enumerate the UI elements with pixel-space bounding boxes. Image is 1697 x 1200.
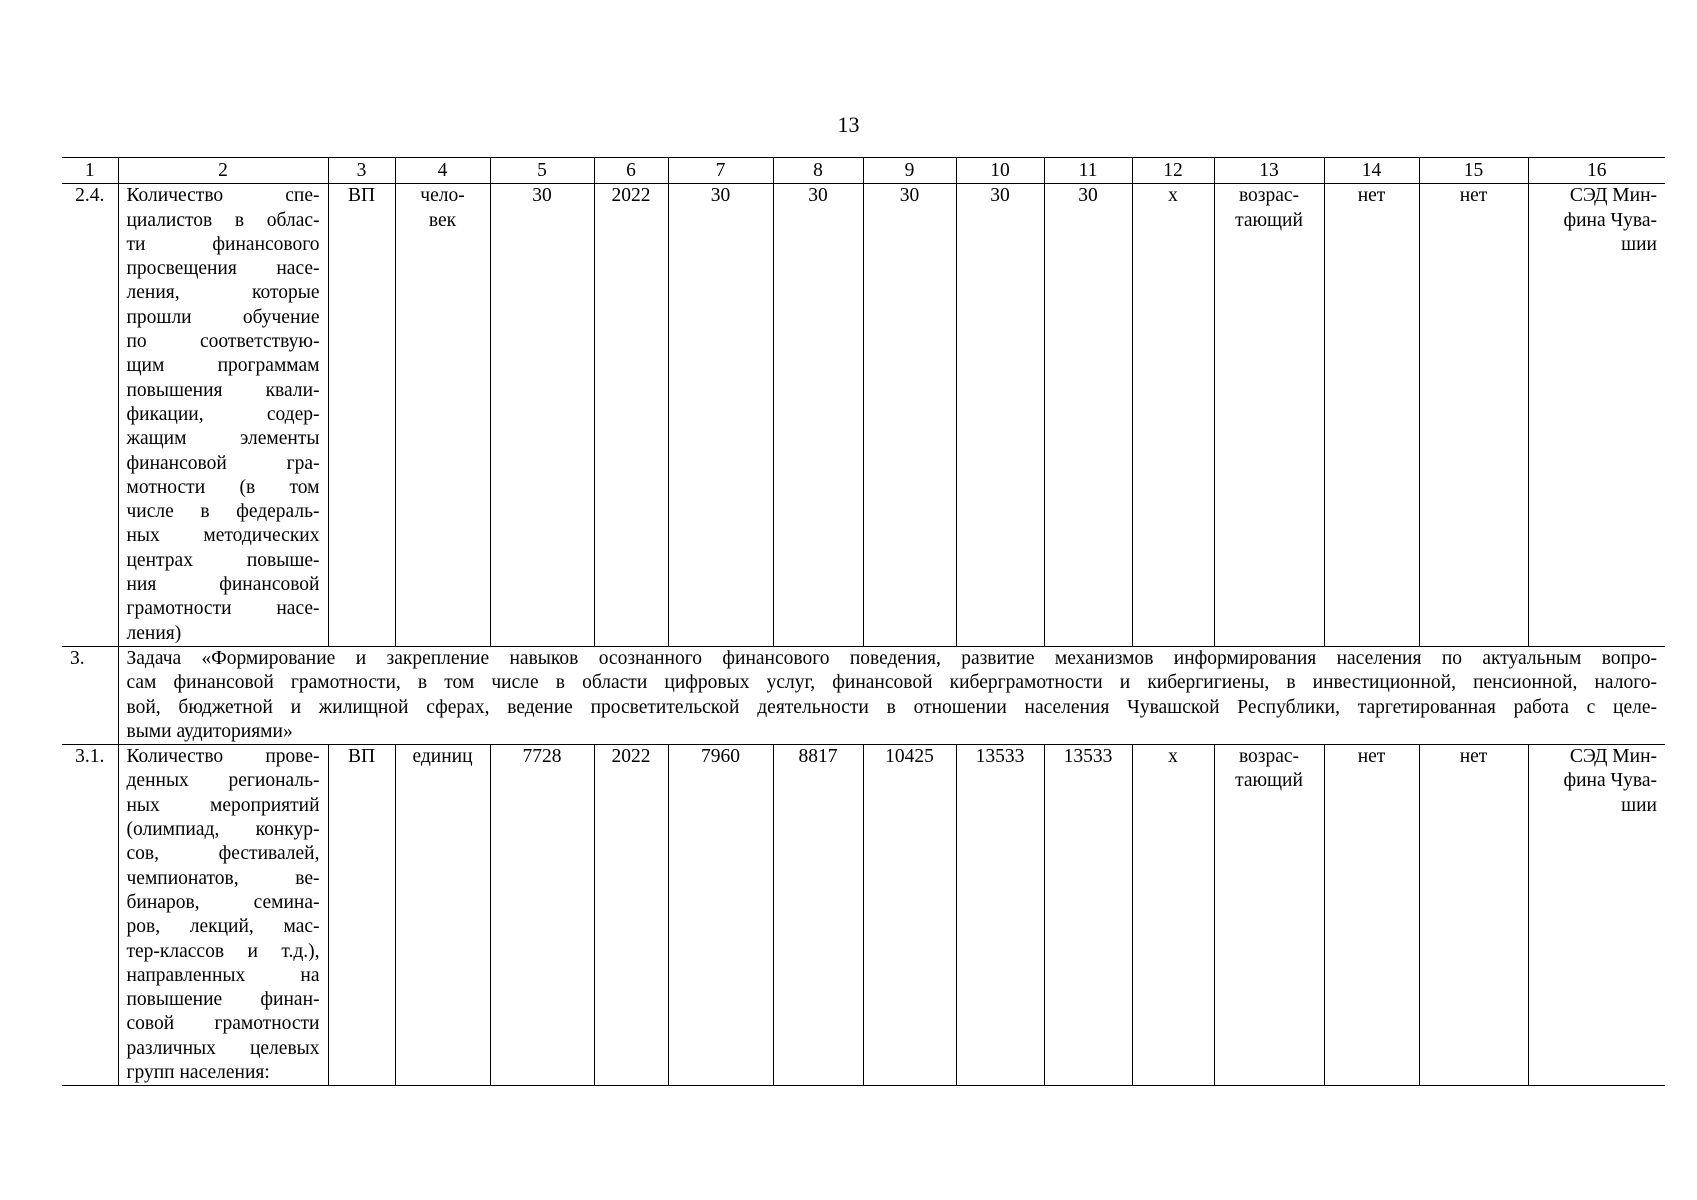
source-cell bbox=[1528, 745, 1665, 1086]
column-numbers-row bbox=[62, 158, 1665, 184]
column-header-13: 13 bbox=[1214, 158, 1324, 184]
column-header-3: 3 bbox=[328, 158, 395, 184]
indicator-name-cell bbox=[118, 184, 328, 647]
task-text-line: вой, бюджетной и жилищной сферах, ведение просветительской деятельности в отношении населения Чувашской Республики, таргетированная работа с целе- bbox=[126, 696, 1657, 718]
value-col-10: 13533 bbox=[956, 745, 1044, 1086]
indicator-name-line: просвещения насе- bbox=[126, 258, 320, 280]
task-text-cell bbox=[118, 646, 1665, 744]
indicator-name-line: центрах повыше- bbox=[126, 549, 320, 571]
source-line: фина Чува- bbox=[1563, 209, 1657, 231]
task-text-line: выми аудиториями» bbox=[126, 720, 293, 742]
value-col-14: нет bbox=[1324, 184, 1419, 647]
value-col-8: 30 bbox=[773, 184, 863, 647]
source-cell bbox=[1528, 184, 1665, 647]
value-col-12: x bbox=[1132, 184, 1214, 647]
column-header-14: 14 bbox=[1324, 158, 1419, 184]
value-col-15: нет bbox=[1419, 745, 1528, 1086]
indicator-name-line: чемпионатов, ве- bbox=[126, 867, 320, 889]
indicator-name-line: совой грамотности bbox=[126, 1013, 320, 1035]
value-col-14: нет bbox=[1324, 745, 1419, 1086]
column-header-6: 6 bbox=[594, 158, 668, 184]
indicator-name-line: ния финансовой bbox=[126, 574, 320, 596]
task-row-3 bbox=[62, 646, 1665, 744]
task-text-line: сам финансовой грамотности, в том числе в области цифровых услуг, финансовой киберграмотности и кибергигиены, в инвестиционной, пенсионной, налого- bbox=[126, 672, 1657, 694]
value-col-10: 30 bbox=[956, 184, 1044, 647]
task-number: 3. bbox=[62, 646, 118, 744]
indicator-name-line: жащим элементы bbox=[126, 428, 320, 450]
table-row-2-4 bbox=[62, 184, 1665, 647]
trend-line: возрас- bbox=[1238, 746, 1300, 768]
indicator-name-line: направленных на bbox=[126, 964, 320, 986]
indicator-name-line: различных целевых bbox=[126, 1037, 320, 1059]
column-header-11: 11 bbox=[1044, 158, 1132, 184]
indicator-name-line: мотности (в том bbox=[126, 476, 320, 498]
column-header-16: 16 bbox=[1528, 158, 1665, 184]
indicator-name-cell bbox=[118, 745, 328, 1086]
unit-cell: единиц bbox=[395, 745, 490, 1086]
column-header-12: 12 bbox=[1132, 158, 1214, 184]
row-number: 3.1. bbox=[62, 745, 118, 1086]
source-line: шии bbox=[1621, 794, 1657, 816]
indicator-name-line: прошли обучение bbox=[126, 306, 320, 328]
indicator-name-line: повышение финан- bbox=[126, 989, 320, 1011]
unit-line: чело- bbox=[420, 185, 465, 207]
trend-cell bbox=[1214, 184, 1324, 647]
base-value: 30 bbox=[490, 184, 594, 647]
base-year: 2022 bbox=[594, 745, 668, 1086]
table-row-3-1 bbox=[62, 745, 1665, 1086]
value-col-11: 13533 bbox=[1044, 745, 1132, 1086]
trend-line: возрас- bbox=[1238, 185, 1300, 207]
column-header-2: 2 bbox=[118, 158, 328, 184]
indicator-name-line: повышения квали- bbox=[126, 379, 320, 401]
trend-cell bbox=[1214, 745, 1324, 1086]
trend-line: тающий bbox=[1235, 209, 1303, 231]
indicator-name-line: денных региональ- bbox=[126, 770, 320, 792]
column-header-1: 1 bbox=[62, 158, 118, 184]
indicator-name-line: числе в федераль- bbox=[126, 501, 320, 523]
value-col-8: 8817 bbox=[773, 745, 863, 1086]
column-header-10: 10 bbox=[956, 158, 1044, 184]
value-col-12: x bbox=[1132, 745, 1214, 1086]
indicator-type: ВП bbox=[328, 745, 395, 1086]
indicator-name-line: бинаров, семина- bbox=[126, 891, 320, 913]
base-year: 2022 bbox=[594, 184, 668, 647]
indicator-name-line: групп населения: bbox=[126, 1061, 270, 1083]
value-col-11: 30 bbox=[1044, 184, 1132, 647]
column-header-8: 8 bbox=[773, 158, 863, 184]
value-col-9: 10425 bbox=[863, 745, 956, 1086]
trend-line: тающий bbox=[1235, 770, 1303, 792]
value-col-9: 30 bbox=[863, 184, 956, 647]
column-header-15: 15 bbox=[1419, 158, 1528, 184]
base-value: 7728 bbox=[490, 745, 594, 1086]
indicator-name-line: ления, которые bbox=[126, 282, 320, 304]
indicator-name-line: по соответствую- bbox=[126, 331, 320, 353]
column-header-4: 4 bbox=[395, 158, 490, 184]
indicator-name-line: тер-классов и т.д.), bbox=[126, 940, 320, 962]
source-line: СЭД Мин- bbox=[1569, 185, 1657, 207]
unit-cell bbox=[395, 184, 490, 647]
task-text-line: Задача «Формирование и закрепление навыков осознанного финансового поведения, развитие механизмов информирования населения по актуальным вопро- bbox=[126, 647, 1657, 669]
indicator-name-line: ров, лекций, мас- bbox=[126, 916, 320, 938]
indicator-name-line: фикации, содер- bbox=[126, 403, 320, 425]
source-line: шии bbox=[1621, 233, 1657, 255]
indicator-type: ВП bbox=[328, 184, 395, 647]
page-number: 13 bbox=[837, 112, 860, 137]
indicator-name-line: ти финансового bbox=[126, 233, 320, 255]
indicator-name-line: сов, фестивалей, bbox=[126, 843, 320, 865]
unit-line: век bbox=[428, 209, 457, 231]
value-col-7: 30 bbox=[668, 184, 773, 647]
indicator-name-line: циалистов в облас- bbox=[126, 209, 320, 231]
indicator-name-line: ных методических bbox=[126, 525, 320, 547]
indicator-name-line: (олимпиад, конкур- bbox=[126, 819, 320, 841]
source-line: СЭД Мин- bbox=[1569, 746, 1657, 768]
indicator-name-line: ления) bbox=[126, 622, 182, 644]
row-number: 2.4. bbox=[62, 184, 118, 647]
indicator-name-line: Количество спе- bbox=[126, 185, 320, 207]
column-header-7: 7 bbox=[668, 158, 773, 184]
indicator-name-line: щим программам bbox=[126, 355, 320, 377]
indicator-name-line: Количество прове- bbox=[126, 746, 320, 768]
value-col-15: нет bbox=[1419, 184, 1528, 647]
column-header-5: 5 bbox=[490, 158, 594, 184]
indicator-name-line: ных мероприятий bbox=[126, 794, 320, 816]
indicator-name-line: финансовой гра- bbox=[126, 452, 320, 474]
source-line: фина Чува- bbox=[1563, 770, 1657, 792]
value-col-7: 7960 bbox=[668, 745, 773, 1086]
column-header-9: 9 bbox=[863, 158, 956, 184]
indicator-name-line: грамотности насе- bbox=[126, 598, 320, 620]
indicators-table bbox=[62, 157, 1665, 1086]
